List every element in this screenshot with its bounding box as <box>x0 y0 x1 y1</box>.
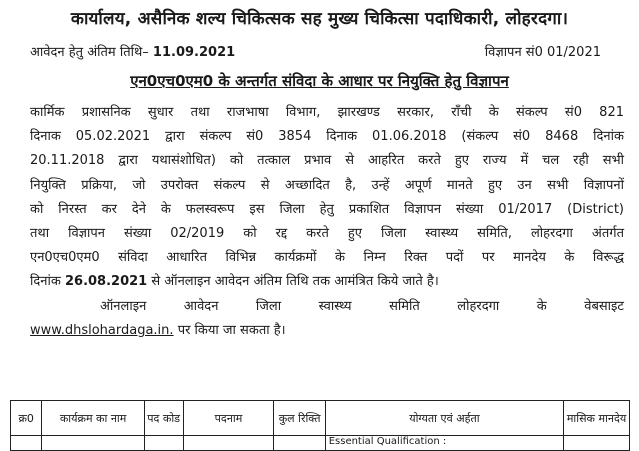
body-line-2: दिनाक 05.02.2021 द्वारा संकल्प सं0 3854 दिनाक 01.06.2018 (संकल्प सं0 8468 दिनांक <box>30 129 624 145</box>
col-program-name: कार्यक्रम का नाम <box>42 401 144 436</box>
office-title: कार्यालय, असैनिक शल्य चिकित्सक सह मुख्य चिकित्सा पदाधिकारी, लोहरदगा। <box>70 9 569 29</box>
vacancy-table <box>10 400 630 451</box>
table-header-row <box>11 401 630 436</box>
advertisement-subtitle: एन0एच0एम0 के अन्तर्गत संविदा के आधार पर नियुक्ति हेतु विज्ञापन <box>130 72 509 90</box>
body-line-10 <box>30 319 624 343</box>
body-line-3: 20.11.2018 द्वारा यथासंशोधित) को तत्काल प्रभाव से आहरित करते हुए राज्य में चल रही सभी <box>30 153 624 169</box>
deadline-line <box>30 42 235 60</box>
online-start-date: 26.08.2021 <box>64 274 148 290</box>
table-row <box>11 436 630 451</box>
body-line-6: तथा विज्ञापन संख्या 02/2019 को रद्द करते हुए जिला स्वास्थ्य समिति, लोहरदगा अंतर्गत <box>30 226 624 242</box>
body-line-5: को निरस्त कर देने के फलस्वरूप इस जिला हेतु प्रकाशित विज्ञापन संख्या 01/2017 (District) <box>30 201 624 217</box>
body-line-4: नियुक्ति प्रक्रिया, जो उपरोक्त संकल्प से अच्छादित है, उन्हें अपूर्ण मानते हुए उन सभी विज्ञापनों <box>30 177 624 193</box>
col-serial: क्र0 <box>11 401 42 436</box>
deadline-label: आवेदन हेतु अंतिम तिथि– <box>30 45 149 60</box>
col-monthly-honorarium: मासिक मानदेय <box>564 401 630 436</box>
col-total-vacancy: कुल रिक्ति <box>274 401 325 436</box>
body-line-8 <box>30 270 624 294</box>
line8-prefix: दिनांक <box>30 274 61 290</box>
deadline-date: 11.09.2021 <box>152 45 236 60</box>
advertisement-number: विज्ञापन सं0 01/2021 <box>484 45 601 60</box>
notice-body <box>30 101 624 343</box>
col-designation: पदनाम <box>183 401 274 436</box>
line8-suffix: से ऑनलाइन आवेदन अंतिम तिथि तक आमंत्रित किये जाते है। <box>151 274 439 290</box>
qualification-cell: Essential Qualification : <box>325 436 563 451</box>
body-line-7: एन0एच0एम0 संविदा आधारित विभिन्न कार्यक्रमों के निम्न रिक्त पदों पर मानदेय के विरूद्ध <box>30 250 624 266</box>
line10-suffix: पर किया जा सकता है। <box>177 322 286 338</box>
col-post-code: पद कोड <box>144 401 183 436</box>
body-line-9: ऑनलाइन आवेदन जिला स्वास्थ्य समिति लोहरदगा के वेबसाइट <box>100 298 624 314</box>
website-link[interactable]: www.dhslohardaga.in. <box>30 322 174 338</box>
body-line-1: कार्मिक प्रशासनिक सुधार तथा राजभाषा विभाग, झारखण्ड सरकार, राँची के संकल्प सं0 821 <box>30 105 624 120</box>
col-qualification: योग्यता एवं अर्हता <box>325 401 563 436</box>
